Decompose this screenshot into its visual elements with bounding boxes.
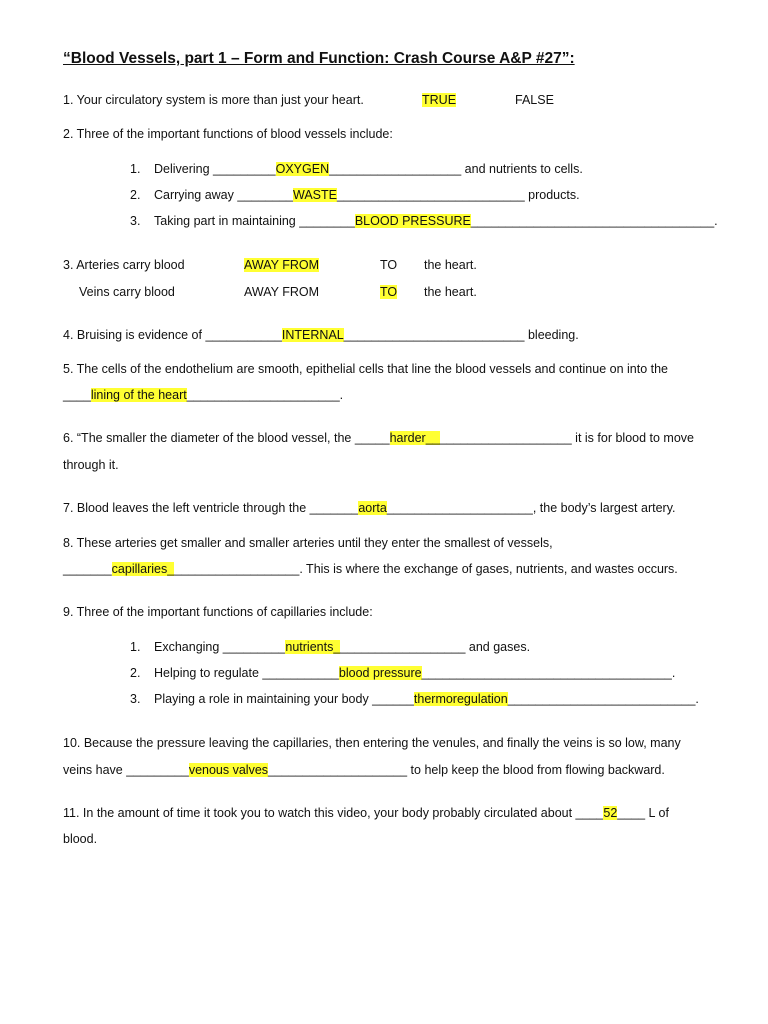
question-3-arteries-label: 3. Arteries carry blood: [63, 258, 185, 272]
answer-aorta: aorta: [358, 501, 387, 515]
question-1: [63, 92, 364, 108]
question-3-arteries-tail: the heart.: [424, 258, 477, 272]
answer-lining-of-the-heart: lining of the heart: [90, 388, 187, 402]
question-11-line-2: blood.: [63, 832, 98, 846]
question-8-line-2: _______capillaries___________________. This is where the exchange of gases, nutrients, and wastes occurs.: [63, 562, 678, 576]
question-10-line-2: veins have _________venous valves____________________ to help keep the blood from flowing backward.: [63, 763, 665, 777]
answer-true: TRUE: [422, 93, 457, 107]
answer-52: 52: [603, 806, 618, 820]
answer-venous-valves: venous valves: [188, 763, 269, 777]
question-9: 9. Three of the important functions of capillaries include:: [63, 605, 373, 619]
question-4: 4. Bruising is evidence of ___________INTERNAL__________________________ bleeding.: [63, 328, 579, 342]
question-3-veins-away: AWAY FROM: [244, 285, 319, 299]
answer-nutrients: nutrients_: [285, 640, 341, 654]
question-2-item-3: 3. Taking part in maintaining ________BLOOD PRESSURE___________________________________.: [130, 214, 718, 228]
question-7: 7. Blood leaves the left ventricle through the _______aorta_____________________, the body’s largest artery.: [63, 501, 676, 515]
question-1-false-option: FALSE: [515, 93, 554, 107]
question-10-line-1: 10. Because the pressure leaving the capillaries, then entering the venules, and finally the veins is so low, many: [63, 736, 681, 750]
question-3-veins-tail: the heart.: [424, 285, 477, 299]
answer-away-from: AWAY FROM: [244, 258, 319, 272]
question-2: 2. Three of the important functions of blood vessels include:: [63, 127, 393, 141]
question-5-line-1: 5. The cells of the endothelium are smooth, epithelial cells that line the blood vessels and continue on into the: [63, 362, 669, 376]
question-6-line-1: 6. “The smaller the diameter of the blood vessel, the _____harder_____________________ it is for blood to move: [63, 431, 694, 445]
question-3-arteries-away: [244, 257, 319, 273]
answer-waste: WASTE: [292, 188, 337, 202]
question-2-item-2: 2. Carrying away ________WASTE___________________________ products.: [130, 188, 580, 202]
question-2-item-1: 1. Delivering _________OXYGEN___________________ and nutrients to cells.: [130, 162, 583, 176]
question-9-item-3: 3. Playing a role in maintaining your body ______thermoregulation___________________________.: [130, 692, 699, 706]
answer-thermoregulation: thermoregulation: [413, 692, 508, 706]
worksheet-title: “Blood Vessels, part 1 – Form and Function: Crash Course A&P #27”:: [63, 50, 575, 67]
question-9-item-2: 2. Helping to regulate ___________blood pressure____________________________________.: [130, 666, 676, 680]
answer-to: TO: [380, 285, 398, 299]
question-5-line-2: ____lining of the heart______________________.: [63, 388, 344, 402]
answer-oxygen: OXYGEN: [275, 162, 330, 176]
question-11-line-1: 11. In the amount of time it took you to watch this video, your body probably circulated about ____52____ L of: [63, 806, 669, 820]
question-1-text: 1. Your circulatory system is more than just your heart.: [63, 93, 364, 107]
question-3-arteries-to: TO: [380, 258, 398, 272]
question-3-veins-to: [380, 284, 397, 300]
answer-internal: INTERNAL: [281, 328, 344, 342]
answer-blood-pressure: BLOOD PRESSURE: [354, 214, 471, 228]
question-3-veins-label: Veins carry blood: [79, 285, 175, 299]
question-8-line-1: 8. These arteries get smaller and smaller arteries until they enter the smallest of vessels,: [63, 536, 553, 550]
question-1-true-option: [422, 92, 456, 108]
answer-capillaries: capillaries_: [111, 562, 175, 576]
question-6-line-2: through it.: [63, 458, 119, 472]
answer-harder: harder__: [389, 431, 440, 445]
question-9-item-1: 1. Exchanging _________nutrients___________________ and gases.: [130, 640, 531, 654]
answer-blood-pressure-capillaries: blood pressure: [338, 666, 422, 680]
